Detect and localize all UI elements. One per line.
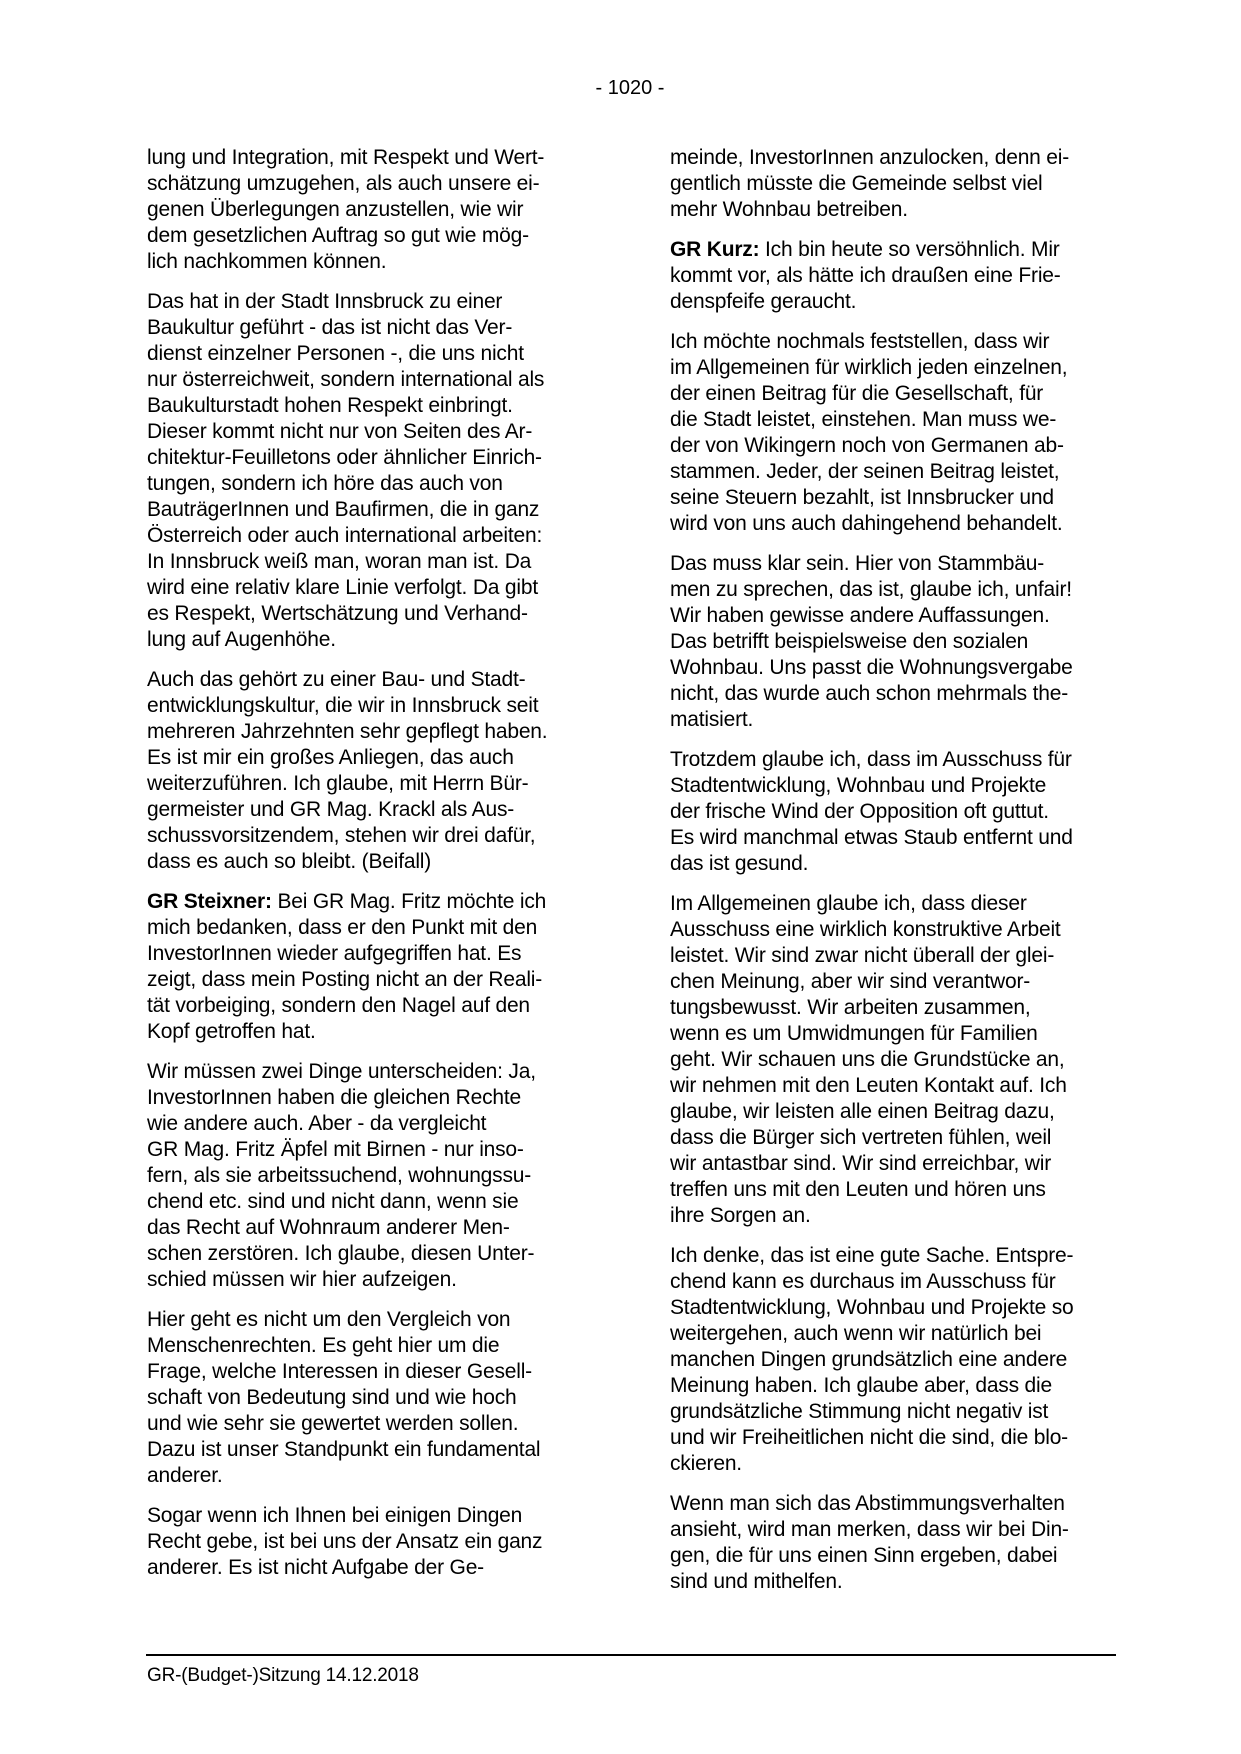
text-line: chend etc. sind und nicht dann, wenn sie [147, 1190, 519, 1213]
text-line: anderer. [147, 1464, 223, 1487]
text-line: Baukulturstadt hohen Respekt einbringt. [147, 394, 513, 417]
text-line: der einen Beitrag für die Gesellschaft, für [670, 382, 1044, 405]
text-line: nur österreichweit, sondern international als [147, 368, 545, 391]
text-line: In Innsbruck weiß man, woran man ist. Da [147, 550, 532, 573]
text-line: lung und Integration, mit Respekt und Wert- [147, 146, 545, 169]
text-line: dass die Bürger sich vertreten fühlen, weil [670, 1126, 1052, 1149]
text-line: InvestorInnen haben die gleichen Rechte [147, 1086, 521, 1109]
text-line: Das muss klar sein. Hier von Stammbäu- [670, 552, 1045, 575]
text-line: treffen uns mit den Leuten und hören uns [670, 1178, 1046, 1201]
text-column-right [670, 145, 1132, 1609]
text-line: Stadtentwicklung, Wohnbau und Projekte [670, 774, 1047, 797]
text-line: leistet. Wir sind zwar nicht überall der glei- [670, 944, 1055, 967]
text-line: tät vorbeiging, sondern den Nagel auf den [147, 994, 530, 1017]
text-line: Es wird manchmal etwas Staub entfernt und [670, 826, 1073, 849]
text-line: seine Steuern bezahlt, ist Innsbrucker und [670, 486, 1054, 509]
text-line: Dieser kommt nicht nur von Seiten des Ar- [147, 420, 533, 443]
text-line: Auch das gehört zu einer Bau- und Stadt- [147, 668, 526, 691]
paragraph [670, 1243, 1132, 1477]
text-line: dienst einzelner Personen -, die uns nicht [147, 342, 524, 365]
text-line: Kopf getroffen hat. [147, 1020, 316, 1043]
paragraph [670, 891, 1132, 1229]
text-line: ckieren. [670, 1452, 742, 1475]
text-line: Wir haben gewisse andere Auffassungen. [670, 604, 1050, 627]
paragraph [147, 1503, 609, 1581]
text-line: dem gesetzlichen Auftrag so gut wie mög- [147, 224, 529, 247]
text-line: nicht, das wurde auch schon mehrmals the- [670, 682, 1068, 705]
speaker-name: GR Steixner: [147, 890, 272, 913]
text-line: das ist gesund. [670, 852, 809, 875]
text-line: Dazu ist unser Standpunkt ein fundamental [147, 1438, 541, 1461]
text-line: InvestorInnen wieder aufgegriffen hat. Es [147, 942, 522, 965]
text-line: BauträgerInnen und Baufirmen, die in ganz [147, 498, 540, 521]
text-line: wir antastbar sind. Wir sind erreichbar, wir [670, 1152, 1051, 1175]
text-line: und wir Freiheitlichen nicht die sind, die blo- [670, 1426, 1068, 1449]
text-line: germeister und GR Mag. Krackl als Aus- [147, 798, 515, 821]
text-line: fern, als sie arbeitssuchend, wohnungssu- [147, 1164, 532, 1187]
text-line: ihre Sorgen an. [670, 1204, 811, 1227]
text-line: geht. Wir schauen uns die Grundstücke an, [670, 1048, 1065, 1071]
text-line: wenn es um Umwidmungen für Familien [670, 1022, 1038, 1045]
text-line: Ich bin heute so versöhnlich. Mir [765, 238, 1060, 261]
text-line: mich bedanken, dass er den Punkt mit den [147, 916, 538, 939]
text-line: Es ist mir ein großes Anliegen, das auch [147, 746, 514, 769]
text-line: schätzung umzugehen, als auch unsere ei- [147, 172, 540, 195]
text-line: Sogar wenn ich Ihnen bei einigen Dingen [147, 1504, 523, 1527]
text-line: men zu sprechen, das ist, glaube ich, unfair! [670, 578, 1072, 601]
text-line: Trotzdem glaube ich, dass im Ausschuss für [670, 748, 1072, 771]
text-line: ansieht, wird man merken, dass wir bei Din- [670, 1518, 1069, 1541]
text-line: chend kann es durchaus im Ausschuss für [670, 1270, 1056, 1293]
text-line: und wie sehr sie gewertet werden sollen. [147, 1412, 519, 1435]
text-line: schussvorsitzendem, stehen wir drei dafür, [147, 824, 536, 847]
text-line: dass es auch so bleibt. (Beifall) [147, 850, 432, 873]
paragraph [147, 1307, 609, 1489]
paragraph [147, 1059, 609, 1293]
text-line: wird eine relativ klare Linie verfolgt. Da gibt [147, 576, 538, 599]
text-line: mehr Wohnbau betreiben. [670, 198, 908, 221]
text-line: Ausschuss eine wirklich konstruktive Arbeit [670, 918, 1061, 941]
text-line: die Stadt leistet, einstehen. Man muss we- [670, 408, 1057, 431]
text-line: gen, die für uns einen Sinn ergeben, dabei [670, 1544, 1058, 1567]
text-line: Recht gebe, ist bei uns der Ansatz ein ganz [147, 1530, 543, 1553]
text-line: schaft von Bedeutung sind und wie hoch [147, 1386, 517, 1409]
text-line: wir nehmen mit den Leuten Kontakt auf. Ich [670, 1074, 1067, 1097]
text-line: anderer. Es ist nicht Aufgabe der Ge- [147, 1556, 484, 1579]
text-line: Hier geht es nicht um den Vergleich von [147, 1308, 511, 1331]
text-line: genen Überlegungen anzustellen, wie wir [147, 198, 524, 221]
paragraph [670, 1491, 1132, 1595]
text-line: weiterzuführen. Ich glaube, mit Herrn Bür- [147, 772, 529, 795]
text-line: entwicklungskultur, die wir in Innsbruck seit [147, 694, 539, 717]
text-line: Frage, welche Interessen in dieser Gesell- [147, 1360, 532, 1383]
paragraph [147, 889, 609, 1045]
text-line: Baukultur geführt - das ist nicht das Ver- [147, 316, 513, 339]
text-line: Wohnbau. Uns passt die Wohnungsvergabe [670, 656, 1073, 679]
text-line: es Respekt, Wertschätzung und Verhand- [147, 602, 528, 625]
paragraph [670, 747, 1132, 877]
text-line: chitektur-Feuilletons oder ähnlicher Einrich- [147, 446, 542, 469]
text-line: tungen, sondern ich höre das auch von [147, 472, 503, 495]
text-line: Wir müssen zwei Dinge unterscheiden: Ja, [147, 1060, 536, 1083]
text-line: der von Wikingern noch von Germanen ab- [670, 434, 1064, 457]
text-line: Ich denke, das ist eine gute Sache. Entspre- [670, 1244, 1074, 1267]
text-line: chen Meinung, aber wir sind verantwor- [670, 970, 1031, 993]
text-line: der frische Wind der Opposition oft guttut. [670, 800, 1049, 823]
text-line: Meinung haben. Ich glaube aber, dass die [670, 1374, 1052, 1397]
text-line: weitergehen, auch wenn wir natürlich bei [670, 1322, 1042, 1345]
footer-divider [146, 1654, 1116, 1656]
text-line: schied müssen wir hier aufzeigen. [147, 1268, 457, 1291]
text-line: manchen Dingen grundsätzlich eine andere [670, 1348, 1068, 1371]
text-line: GR Mag. Fritz Äpfel mit Birnen - nur inso- [147, 1138, 524, 1161]
paragraph [147, 145, 609, 275]
paragraph [670, 551, 1132, 733]
text-line: schen zerstören. Ich glaube, diesen Unter- [147, 1242, 535, 1265]
text-line: Ich möchte nochmals feststellen, dass wir [670, 330, 1050, 353]
text-line: wird von uns auch dahingehend behandelt. [670, 512, 1063, 535]
paragraph [147, 289, 609, 653]
text-line: Das hat in der Stadt Innsbruck zu einer [147, 290, 503, 313]
paragraph [670, 145, 1132, 223]
text-line: wie andere auch. Aber - da vergleicht [147, 1112, 487, 1135]
text-line: tungsbewusst. Wir arbeiten zusammen, [670, 996, 1031, 1019]
text-line: im Allgemeinen für wirklich jeden einzelnen, [670, 356, 1068, 379]
paragraph [670, 329, 1132, 537]
text-line: glaube, wir leisten alle einen Beitrag dazu, [670, 1100, 1055, 1123]
text-line: lung auf Augenhöhe. [147, 628, 336, 651]
text-line: grundsätzliche Stimmung nicht negativ ist [670, 1400, 1049, 1423]
footer-session-label: GR-(Budget-)Sitzung 14.12.2018 [147, 1665, 419, 1686]
text-line: Im Allgemeinen glaube ich, dass dieser [670, 892, 1027, 915]
paragraph [670, 237, 1132, 315]
text-line: Menschenrechten. Es geht hier um die [147, 1334, 500, 1357]
text-line: Das betrifft beispielsweise den sozialen [670, 630, 1029, 653]
text-line: mehreren Jahrzehnten sehr gepflegt haben. [147, 720, 548, 743]
text-line: Österreich oder auch international arbeiten: [147, 524, 543, 547]
text-line: matisiert. [670, 708, 754, 731]
text-line: meinde, InvestorInnen anzulocken, denn ei- [670, 146, 1070, 169]
page-number: - 1020 - [595, 77, 665, 99]
text-line: das Recht auf Wohnraum anderer Men- [147, 1216, 510, 1239]
text-column-left [147, 145, 609, 1595]
speaker-name: GR Kurz: [670, 238, 760, 261]
text-line: Stadtentwicklung, Wohnbau und Projekte so [670, 1296, 1074, 1319]
text-line: stammen. Jeder, der seinen Beitrag leistet, [670, 460, 1060, 483]
text-line: kommt vor, als hätte ich draußen eine Frie- [670, 264, 1061, 287]
text-line: denspfeife geraucht. [670, 290, 857, 313]
text-line: gentlich müsste die Gemeinde selbst viel [670, 172, 1043, 195]
text-line: lich nachkommen können. [147, 250, 387, 273]
text-line: sind und mithelfen. [670, 1570, 843, 1593]
text-line: Wenn man sich das Abstimmungsverhalten [670, 1492, 1065, 1515]
paragraph [147, 667, 609, 875]
text-line: Bei GR Mag. Fritz möchte ich [277, 890, 547, 913]
text-line: zeigt, dass mein Posting nicht an der Reali- [147, 968, 543, 991]
